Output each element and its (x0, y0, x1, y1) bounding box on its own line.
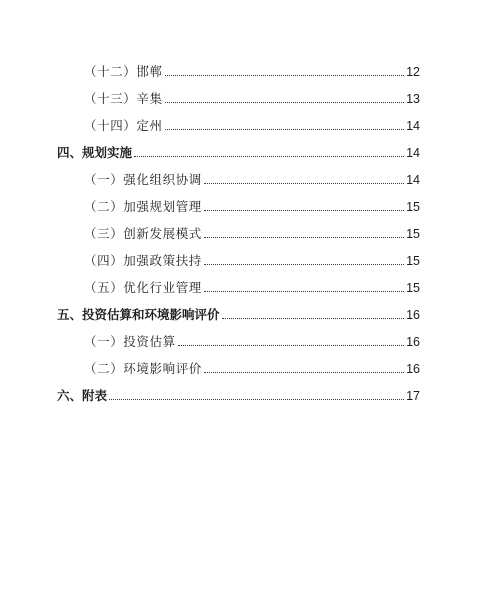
toc-entry-xinji[interactable] (84, 87, 420, 107)
toc-entry-title: （一）强化组织协调 (84, 172, 202, 187)
toc-page-number: 15 (406, 200, 420, 214)
toc-page-number: 13 (406, 92, 420, 106)
toc-entry-title: （五）优化行业管理 (84, 280, 202, 295)
toc-dot-leader (165, 75, 404, 76)
toc-entry-industry-management[interactable] (84, 276, 420, 296)
toc-entry-development-model[interactable] (84, 222, 420, 242)
toc-page-number: 15 (406, 254, 420, 268)
toc-page-number: 15 (406, 227, 420, 241)
toc-entry-title: （十四）定州 (84, 118, 163, 133)
toc-dot-leader (204, 291, 404, 292)
toc-dot-leader (204, 264, 404, 265)
toc-page-number: 16 (406, 308, 420, 322)
toc-page-number: 16 (406, 335, 420, 349)
toc-dot-leader (165, 129, 404, 130)
toc-dot-leader (178, 345, 404, 346)
toc-entry-appendix[interactable] (57, 384, 420, 404)
toc-entry-planning-management[interactable] (84, 195, 420, 215)
toc-page-number: 14 (406, 146, 420, 160)
toc-page-number: 12 (406, 65, 420, 79)
toc-dot-leader (134, 156, 404, 157)
toc-entry-environmental-impact[interactable] (84, 357, 420, 377)
toc-entry-dingzhou[interactable] (84, 114, 420, 134)
toc-entry-policy-support[interactable] (84, 249, 420, 269)
toc-dot-leader (204, 372, 404, 373)
toc-entry-title: （二）加强规划管理 (84, 199, 202, 214)
toc-entry-organization[interactable] (84, 168, 420, 188)
toc-dot-leader (204, 210, 404, 211)
toc-entry-title: 五、投资估算和环境影响评价 (57, 307, 220, 322)
toc-entry-title: （一）投资估算 (84, 334, 176, 349)
toc-page-number: 15 (406, 281, 420, 295)
toc-dot-leader (165, 102, 404, 103)
toc-entry-title: 四、规划实施 (57, 145, 133, 160)
toc-page-number: 17 (406, 389, 420, 403)
toc-entry-investment-environment[interactable] (57, 303, 420, 323)
toc-dot-leader (222, 318, 405, 319)
toc-entry-investment-estimate[interactable] (84, 330, 420, 350)
toc-entry-planning-implementation[interactable] (57, 141, 420, 161)
toc-entry-title: （三）创新发展模式 (84, 226, 202, 241)
toc-dot-leader (204, 237, 404, 238)
toc-entry-title: 六、附表 (57, 388, 108, 403)
toc-page-number: 16 (406, 362, 420, 376)
toc-dot-leader (109, 399, 404, 400)
toc-entry-handan[interactable] (84, 60, 420, 80)
toc-entry-title: （二）环境影响评价 (84, 361, 202, 376)
toc-page-number: 14 (406, 173, 420, 187)
toc-page-number: 14 (406, 119, 420, 133)
toc-entry-title: （十三）辛集 (84, 91, 163, 106)
toc-entry-title: （四）加强政策扶持 (84, 253, 202, 268)
toc-entry-title: （十二）邯郸 (84, 64, 163, 79)
toc-dot-leader (204, 183, 404, 184)
